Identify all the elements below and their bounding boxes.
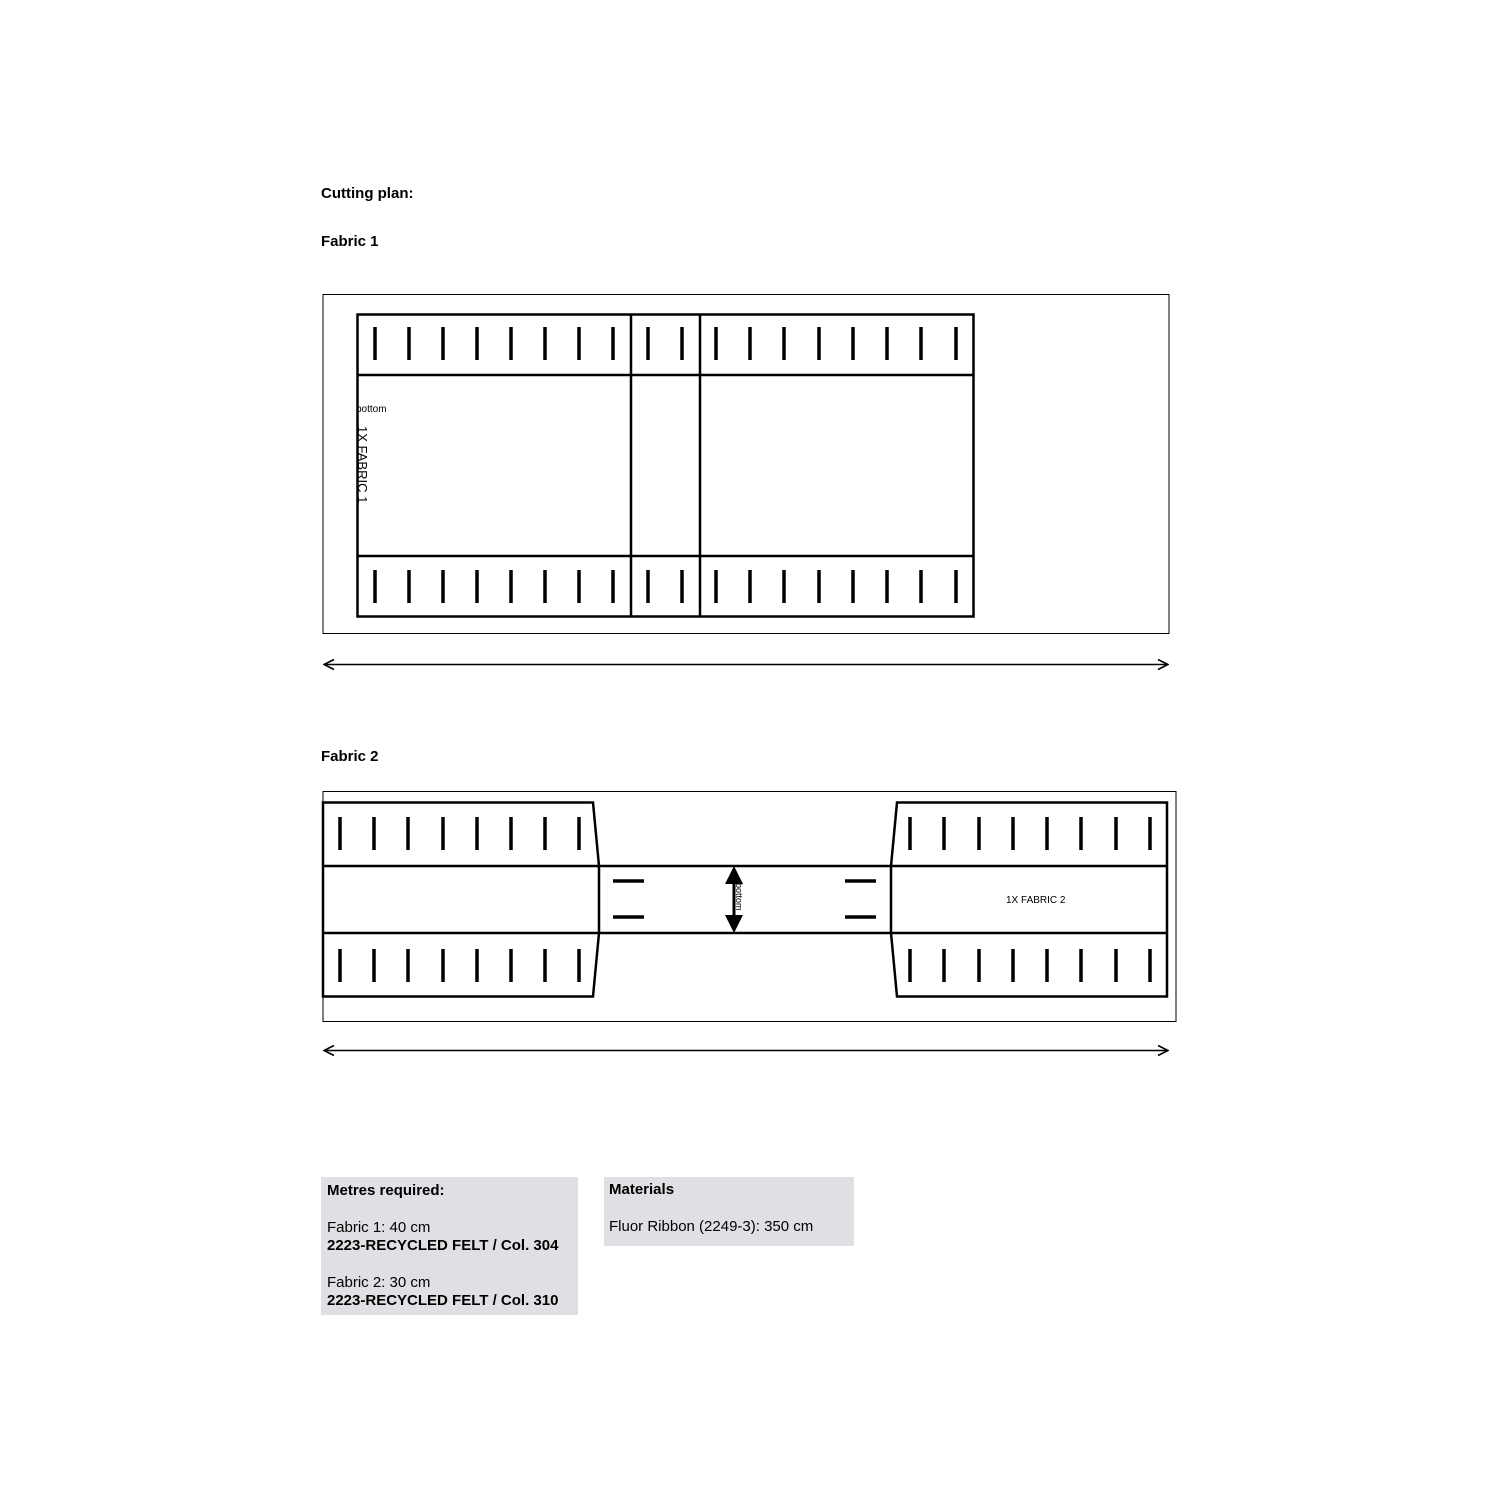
materials-title: Materials bbox=[609, 1181, 675, 1198]
fabric2-layout bbox=[323, 792, 1176, 1051]
fabric1-bottom-label: bottom bbox=[356, 404, 387, 415]
fabric2-material: 2223-RECYCLED FELT / Col. 310 bbox=[327, 1292, 559, 1309]
fabric1-piece-label: 1X FABRIC 1 bbox=[355, 426, 370, 504]
fabric1-heading: Fabric 1 bbox=[321, 233, 379, 250]
cutting-plan-heading: Cutting plan: bbox=[321, 185, 414, 202]
fabric2-bottom-label: bottom bbox=[734, 883, 744, 911]
fabric1-border bbox=[323, 295, 1169, 634]
fabric2-slits-bottom bbox=[340, 949, 1150, 982]
fabric1-material: 2223-RECYCLED FELT / Col. 304 bbox=[327, 1237, 559, 1254]
fabric2-slits-top bbox=[340, 817, 1150, 850]
fabric2-heading: Fabric 2 bbox=[321, 748, 379, 765]
fabric1-pattern-piece bbox=[358, 315, 974, 617]
fabric1-layout bbox=[323, 295, 1169, 665]
ribbon-material: Fluor Ribbon (2249-3): 350 cm bbox=[609, 1217, 814, 1235]
fabric1-slits-bottom bbox=[375, 570, 956, 603]
fabric1-amount: Fabric 1: 40 cm bbox=[327, 1218, 431, 1236]
fabric1-slits-top bbox=[375, 327, 956, 360]
materials-box bbox=[604, 1177, 854, 1246]
metres-required-box bbox=[321, 1177, 578, 1315]
fabric2-amount: Fabric 2: 30 cm bbox=[327, 1273, 431, 1291]
metres-required-title: Metres required: bbox=[327, 1182, 445, 1199]
fabric2-piece-label: 1X FABRIC 2 bbox=[1006, 895, 1066, 906]
